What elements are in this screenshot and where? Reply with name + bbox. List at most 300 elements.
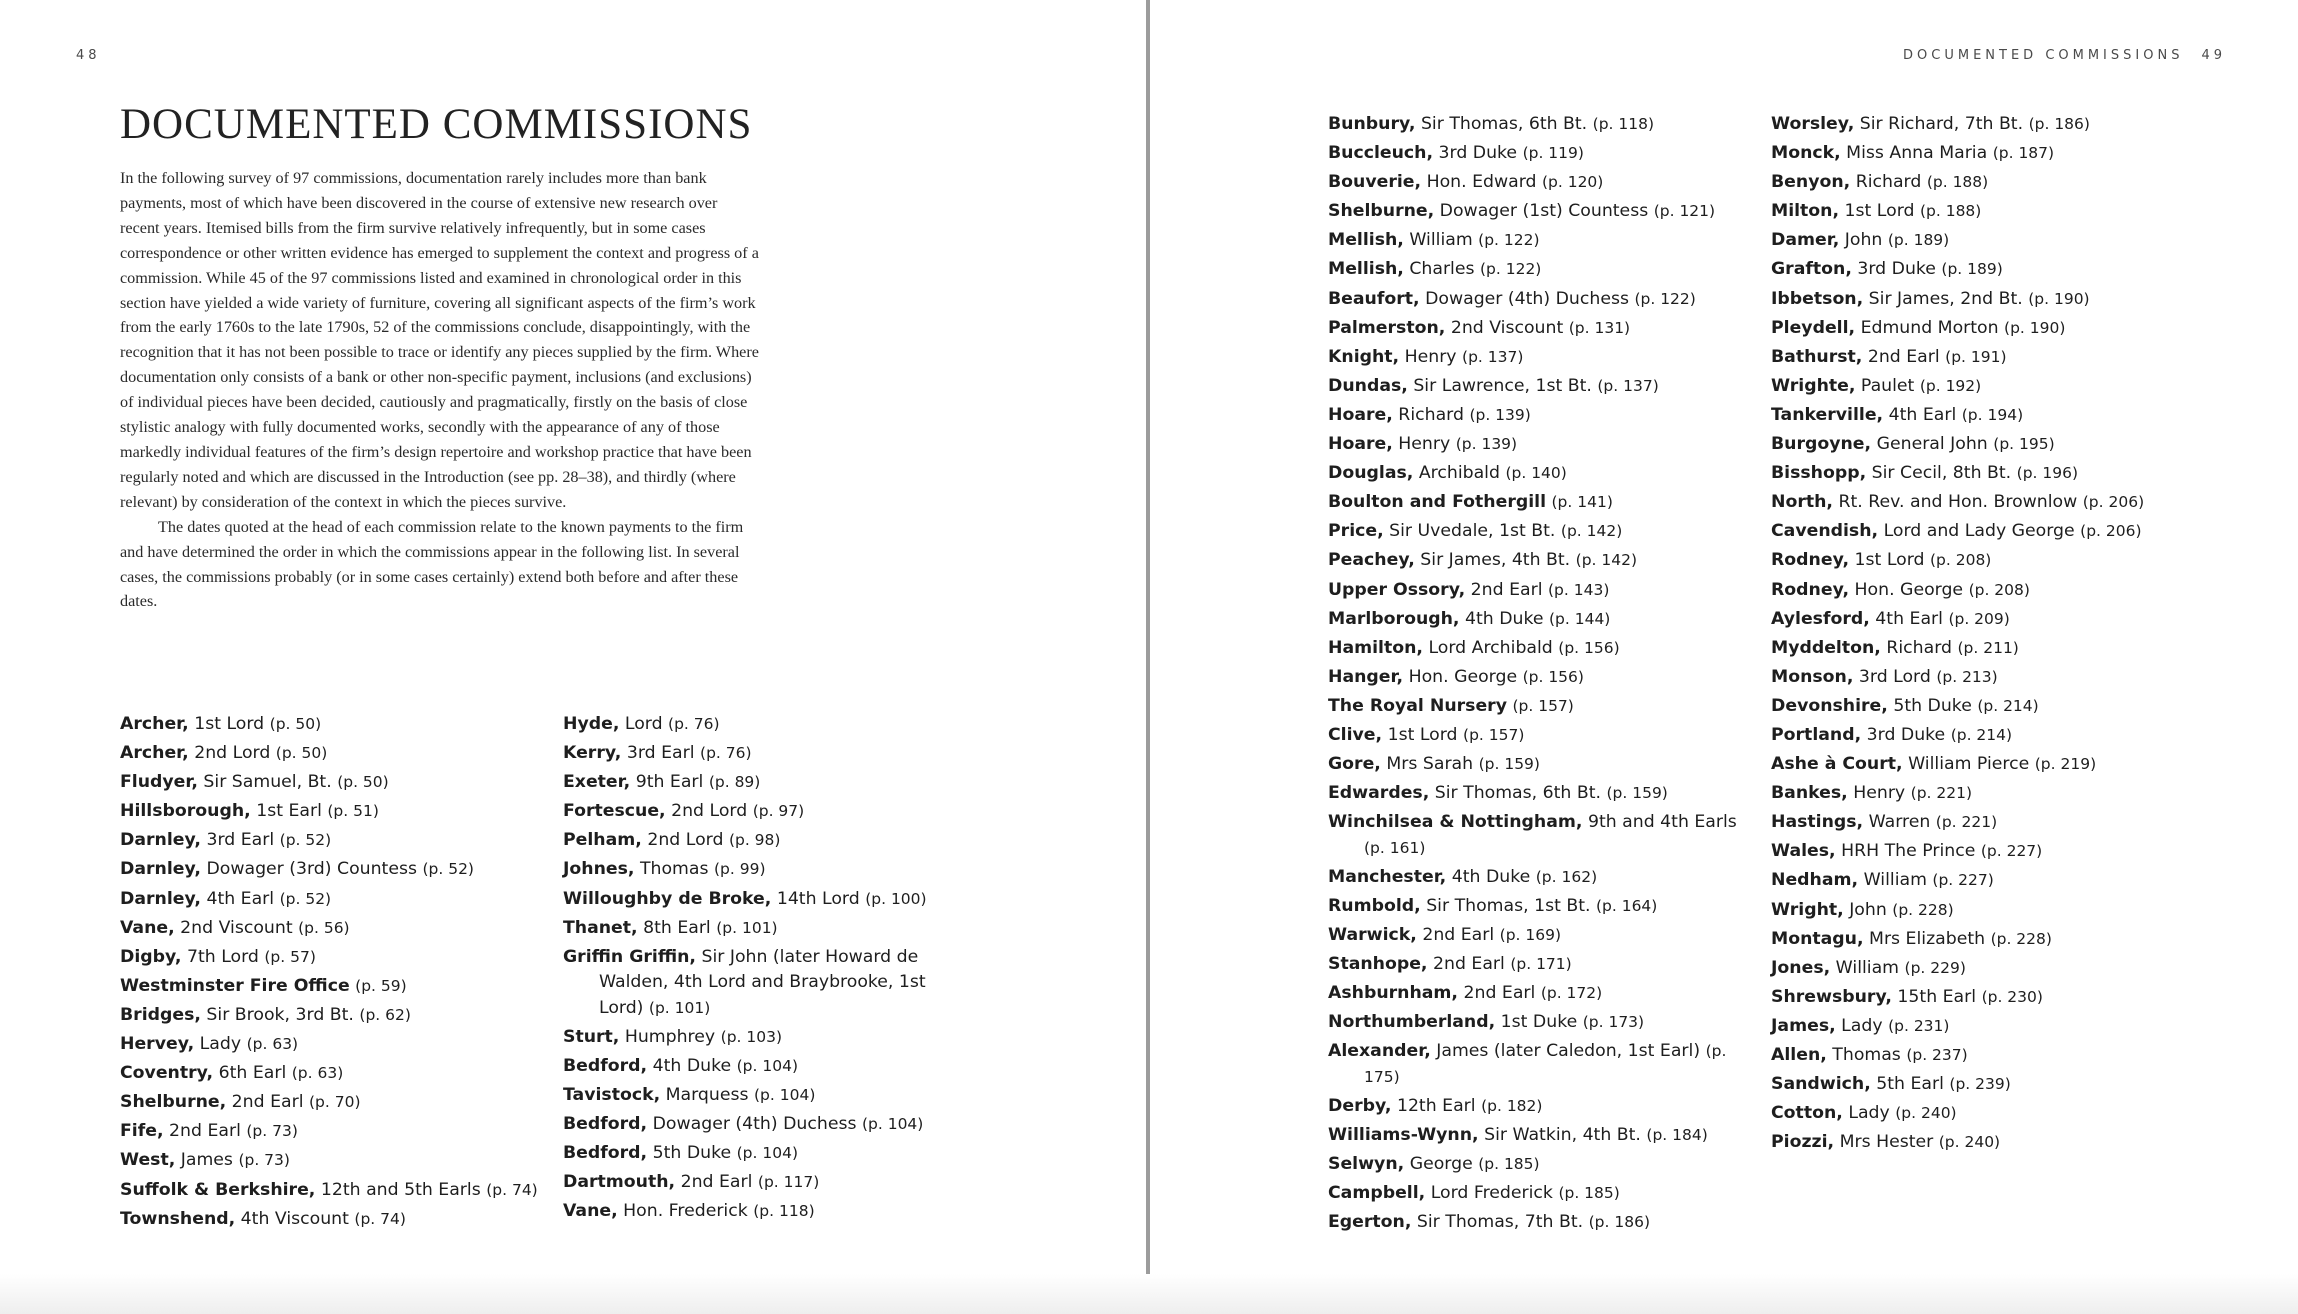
- commission-entry: [120, 887, 540, 913]
- commission-entry: [1771, 345, 2211, 371]
- commission-entry: [1328, 170, 1758, 196]
- patron-name: Vane,: [563, 1201, 618, 1222]
- patron-name: Bedford,: [563, 1055, 648, 1076]
- page-reference: (p. 74): [486, 1180, 538, 1199]
- patron-title: Lady: [1835, 1015, 1889, 1036]
- commission-entry: [1771, 1014, 2211, 1040]
- page-reference: (p. 195): [1993, 435, 2055, 454]
- page-reference: (p. 240): [1938, 1133, 2001, 1152]
- patron-name: Archer,: [120, 743, 189, 764]
- commission-entry: [1328, 257, 1758, 283]
- page-reference: (p. 131): [1568, 318, 1631, 337]
- patron-title: Henry: [1399, 346, 1463, 367]
- commission-entry: [1771, 316, 2211, 342]
- commission-entry: [1328, 607, 1758, 633]
- patron-title: Dowager (4th) Duchess: [1419, 288, 1635, 309]
- patron-title: Miss Anna Maria: [1840, 143, 1993, 164]
- commission-entry: [1771, 141, 2211, 167]
- commission-entry: [563, 887, 963, 913]
- page-reference: (p. 162): [1535, 867, 1598, 886]
- commission-entry: [1328, 810, 1758, 861]
- patron-title: Richard: [1850, 172, 1927, 193]
- commission-entry: [1771, 839, 2211, 865]
- page-reference: (p. 227): [1932, 871, 1994, 890]
- patron-name: Campbell,: [1328, 1183, 1426, 1204]
- commission-entry: [1771, 112, 2211, 138]
- patron-title: 3rd Duke: [1433, 143, 1523, 164]
- patron-name: Manchester,: [1328, 866, 1447, 887]
- patron-name: Vane,: [120, 917, 175, 938]
- page-reference: (p. 227): [1980, 842, 2043, 861]
- commission-entry: [1328, 287, 1758, 313]
- patron-name: Edwardes,: [1328, 783, 1430, 804]
- page-reference: (p. 159): [1478, 755, 1540, 774]
- patron-name: Kerry,: [563, 743, 622, 764]
- patron-title: 2nd Lord: [665, 801, 753, 822]
- commission-entry: [1771, 432, 2211, 458]
- patron-title: Sir Samuel, Bt.: [197, 772, 338, 793]
- patron-title: 3rd Duke: [1861, 724, 1951, 745]
- patron-title: 4th Earl: [200, 888, 280, 909]
- page-reference: (p. 208): [1929, 551, 1992, 570]
- patron-name: Shelburne,: [1328, 201, 1435, 222]
- patron-name: Thanet,: [563, 917, 638, 938]
- commission-entry: [1771, 694, 2211, 720]
- page-reference: (p. 173): [1582, 1013, 1645, 1032]
- page-reference: (p. 187): [1992, 144, 2055, 163]
- patron-name: Bunbury,: [1328, 114, 1416, 134]
- page-reference: (p. 121): [1653, 202, 1716, 221]
- page-reference: (p. 164): [1595, 896, 1658, 915]
- page-reference: (p. 240): [1895, 1104, 1957, 1123]
- commission-entry: [563, 1025, 963, 1051]
- commission-entry: [1328, 781, 1758, 807]
- page-reference: (p. 157): [1463, 725, 1525, 744]
- commission-entry: [120, 974, 540, 1000]
- commission-entry: [1328, 519, 1758, 545]
- page-reference: (p. 185): [1558, 1184, 1620, 1203]
- page-reference: (p. 230): [1981, 987, 2043, 1006]
- commission-entry: [1771, 199, 2211, 225]
- patron-title: Sir John (later Howard de Walden, 4th Lord and Braybrooke, 1st Lord): [599, 946, 926, 1018]
- patron-title: 2nd Viscount: [1445, 317, 1569, 338]
- patron-name: Hoare,: [1328, 434, 1393, 455]
- page-reference: (p. 57): [264, 947, 316, 966]
- patron-title: 1st Lord: [1382, 724, 1464, 745]
- patron-title: 2nd Earl: [1427, 954, 1511, 975]
- patron-title: Henry: [1847, 783, 1911, 804]
- patron-name: Portland,: [1771, 724, 1862, 745]
- patron-name: Hastings,: [1771, 812, 1864, 833]
- patron-name: Burgoyne,: [1771, 434, 1872, 455]
- patron-title: 2nd Lord: [641, 830, 729, 851]
- patron-title: Rt. Rev. and Hon. Brownlow: [1833, 492, 2083, 513]
- page-reference: (p. 144): [1548, 609, 1611, 628]
- patron-name: James,: [1771, 1015, 1836, 1036]
- patron-name: Peachey,: [1328, 550, 1415, 571]
- commission-entry: [1328, 228, 1758, 254]
- page-reference: (p. 122): [1478, 231, 1540, 250]
- patron-title: Sir Thomas, 7th Bt.: [1411, 1212, 1589, 1233]
- patron-name: Benyon,: [1771, 172, 1851, 193]
- patron-name: Mellish,: [1328, 230, 1404, 251]
- page-reference: (p. 140): [1505, 464, 1567, 483]
- commission-entry: [120, 1119, 540, 1145]
- page-reference: (p. 104): [861, 1115, 924, 1134]
- patron-name: Bathurst,: [1771, 346, 1863, 367]
- page-reference: (p. 156): [1558, 638, 1620, 657]
- patron-title: William: [1403, 230, 1479, 251]
- patron-title: 2nd Earl: [1862, 346, 1946, 367]
- commission-entry: [563, 945, 963, 1022]
- page-reference: (p. 104): [754, 1086, 816, 1105]
- patron-title: 2nd Earl: [1416, 925, 1500, 946]
- patron-name: Nedham,: [1771, 870, 1859, 891]
- patron-title: Lord and Lady George: [1878, 521, 2081, 542]
- page-reference: (p. 191): [1945, 347, 2007, 366]
- patron-title: Sir Cecil, 8th Bt.: [1866, 463, 2017, 484]
- patron-title: 6th Earl: [213, 1063, 292, 1084]
- commission-entry: [1328, 1094, 1758, 1120]
- page-reference: (p. 97): [752, 802, 805, 821]
- commission-entry: [1771, 636, 2211, 662]
- commission-entry: [1328, 865, 1758, 891]
- commission-entry: [1328, 1123, 1758, 1149]
- patron-name: Bedford,: [563, 1143, 648, 1164]
- commission-entry: [1771, 490, 2211, 516]
- patron-title: Sir James, 2nd Bt.: [1863, 288, 2029, 309]
- page-reference: (p. 196): [2016, 464, 2079, 483]
- patron-title: Hon. Frederick: [617, 1201, 754, 1222]
- page-reference: (p. 229): [1904, 958, 1966, 977]
- page-reference: (p. 161): [1364, 838, 1426, 857]
- patron-title: 2nd Earl: [163, 1121, 247, 1142]
- commission-entry: [120, 1090, 540, 1116]
- patron-name: Tavistock,: [563, 1085, 661, 1106]
- patron-name: Hamilton,: [1328, 637, 1423, 658]
- page-reference: (p. 76): [700, 744, 752, 763]
- commission-entry: [1328, 1152, 1758, 1178]
- patron-title: 5th Duke: [647, 1143, 737, 1164]
- commission-entry: [120, 799, 540, 825]
- patron-name: Marlborough,: [1328, 608, 1460, 629]
- commission-entry: [1328, 461, 1758, 487]
- patron-name: Darnley,: [120, 859, 201, 880]
- commission-entry: [563, 828, 963, 854]
- commission-entry: [120, 1032, 540, 1058]
- commission-entry: [1771, 461, 2211, 487]
- commission-entry: [120, 1207, 540, 1233]
- patron-name: North,: [1771, 492, 1833, 513]
- page-reference: (p. 101): [648, 998, 711, 1017]
- commission-entry: [1328, 374, 1758, 400]
- page-reference: (p. 172): [1540, 984, 1603, 1003]
- commission-entry: [1328, 981, 1758, 1007]
- page-reference: (p. 52): [279, 831, 332, 850]
- commission-entry: [1771, 868, 2211, 894]
- patron-name: Darnley,: [120, 830, 201, 851]
- patron-title: George: [1404, 1154, 1479, 1175]
- commission-entry: [1328, 490, 1758, 516]
- patron-title: Lord Frederick: [1425, 1183, 1559, 1204]
- patron-title: 1st Earl: [250, 801, 328, 822]
- page-reference: (p. 159): [1606, 784, 1668, 803]
- running-head-title: DOCUMENTED COMMISSIONS: [1903, 48, 2184, 63]
- page-reference: (p. 237): [1906, 1046, 1968, 1064]
- page-reference: (p. 56): [298, 918, 350, 937]
- patron-title: 4th Duke: [1459, 608, 1549, 629]
- patron-name: Wales,: [1771, 841, 1836, 862]
- commission-entry: [1328, 548, 1758, 574]
- patron-name: Digby,: [120, 946, 182, 967]
- commission-entry: [1328, 199, 1758, 225]
- patron-title: 1st Lord: [1839, 201, 1920, 222]
- page-reference: (p. 190): [2004, 318, 2066, 337]
- commission-list-column-2: [563, 712, 963, 1229]
- intro-paragraph: In the following survey of 97 commissions, documentation rarely includes more than bank payments, most of which have been discovered in the course of extensive new research over recent years. Itemised bills from the firm survive relatively infrequently, but in some cases correspondence or other written evidence has emerged to supplement the context and progress of a commission. While 45 of the 97 commissions listed and examined in chronological order in this section have yielded a wide variety of furniture, covering all significant aspects of the firm’s work from the early 1760s to the late 1790s, 52 of the commissions conclude, disappointingly, with the recognition that it has not been possible to trace or identify any pieces supplied by the firm. Where documentation only consists of a bank or other non-specific payment, inclusions (and exclusions) of individual pieces have been decided, cautiously and pragmatically, firstly on the basis of close stylistic analogy with fully documented works, secondly with the appearance of any of those markedly individual features of the firm’s design repertoire and workshop practice that have been regularly noted and which are discussed in the Introduction (see pp. 28–38), and thirdly (where relevant) by consideration of the context in which the pieces survive.: [120, 169, 759, 511]
- commission-entry: [120, 916, 540, 942]
- commission-entry: [563, 741, 963, 767]
- patron-title: Edmund Morton: [1855, 317, 2005, 338]
- patron-title: 4th Earl: [1883, 404, 1962, 425]
- commission-entry: [120, 828, 540, 854]
- commission-entry: [563, 1141, 963, 1167]
- patron-name: Alexander,: [1328, 1041, 1431, 1062]
- commission-entry: [1771, 578, 2211, 604]
- page-reference: (p. 175): [1364, 1042, 1727, 1086]
- patron-title: 2nd Earl: [1465, 579, 1548, 600]
- patron-title: Sir Brook, 3rd Bt.: [200, 1004, 360, 1025]
- patron-title: 4th Duke: [1446, 866, 1536, 887]
- page-reference: (p. 182): [1481, 1097, 1543, 1115]
- patron-title: James: [175, 1150, 239, 1171]
- page-reference: (p. 101): [716, 918, 778, 937]
- page-reference: (p. 120): [1541, 173, 1604, 192]
- patron-title: Lord Archibald: [1422, 637, 1559, 658]
- patron-name: Ibbetson,: [1771, 288, 1864, 309]
- patron-title: Mrs Elizabeth: [1863, 928, 1991, 949]
- commission-entry: [1328, 636, 1758, 662]
- patron-name: Douglas,: [1328, 463, 1414, 484]
- page-reference: (p. 228): [1990, 929, 2052, 948]
- commission-entry: [1771, 1130, 2211, 1156]
- page-reference: (p. 214): [1950, 725, 2013, 744]
- patron-title: 2nd Lord: [188, 743, 276, 764]
- patron-name: Rodney,: [1771, 550, 1850, 571]
- page-reference: (p. 62): [359, 1005, 411, 1024]
- page-reference: (p. 99): [713, 860, 766, 879]
- page-reference: (p. 118): [1592, 115, 1655, 133]
- patron-name: Myddelton,: [1771, 637, 1881, 658]
- commission-entry: [1771, 956, 2211, 982]
- patron-title: 3rd Earl: [200, 830, 280, 851]
- page-reference: (p. 104): [736, 1056, 798, 1075]
- page-reference: (p. 208): [1968, 580, 2030, 599]
- patron-name: Piozzi,: [1771, 1132, 1835, 1153]
- left-page: [0, 0, 1146, 1314]
- page-reference: (p. 239): [1949, 1075, 2011, 1094]
- page-reference: (p. 139): [1455, 435, 1518, 454]
- commission-entry: [563, 799, 963, 825]
- page-reference: (p. 142): [1560, 522, 1623, 541]
- page-reference: (p. 139): [1469, 405, 1531, 424]
- patron-name: Wrighte,: [1771, 375, 1856, 396]
- commission-entry: [563, 916, 963, 942]
- patron-title: Hon. Edward: [1421, 172, 1542, 193]
- commission-entry: [1771, 374, 2211, 400]
- patron-title: Sir Lawrence, 1st Bt.: [1407, 375, 1598, 396]
- patron-name: Jones,: [1771, 957, 1831, 978]
- patron-name: Aylesford,: [1771, 608, 1870, 629]
- patron-name: Bankes,: [1771, 783, 1848, 804]
- patron-name: West,: [120, 1150, 176, 1171]
- patron-title: Hon. George: [1403, 666, 1523, 687]
- commission-entry: [1771, 1043, 2211, 1069]
- page-reference: (p. 73): [238, 1151, 290, 1170]
- commission-entry: [120, 857, 540, 883]
- commission-entry: [1328, 1181, 1758, 1207]
- commission-entry: [120, 945, 540, 971]
- commission-entry: [1771, 1072, 2211, 1098]
- patron-name: Pelham,: [563, 830, 642, 851]
- patron-title: 4th Earl: [1869, 608, 1949, 629]
- page-reference: (p. 231): [1888, 1016, 1950, 1035]
- patron-title: Thomas: [634, 859, 714, 880]
- page-reference: (p. 214): [1977, 696, 2039, 715]
- patron-name: Hervey,: [120, 1034, 195, 1055]
- page-reference: (p. 50): [269, 715, 322, 733]
- patron-name: Worsley,: [1771, 114, 1855, 134]
- patron-name: Grafton,: [1771, 259, 1852, 280]
- commission-entry: [1771, 810, 2211, 836]
- patron-name: Exeter,: [563, 772, 631, 793]
- patron-title: Richard: [1392, 404, 1470, 425]
- patron-name: Montagu,: [1771, 928, 1864, 949]
- patron-name: Bisshopp,: [1771, 463, 1867, 484]
- page-reference: (p. 192): [1919, 376, 1982, 395]
- patron-name: Rodney,: [1771, 579, 1850, 600]
- page-reference: (p. 89): [708, 773, 761, 792]
- page-number-right: 49: [2201, 48, 2226, 63]
- patron-name: Buccleuch,: [1328, 143, 1434, 164]
- patron-name: Beaufort,: [1328, 288, 1420, 309]
- page-reference: (p. 104): [736, 1144, 798, 1163]
- commission-entry: [1328, 665, 1758, 691]
- patron-title: Sir James, 4th Bt.: [1414, 550, 1576, 571]
- patron-title: Sir Uvedale, 1st Bt.: [1383, 521, 1561, 542]
- patron-name: Egerton,: [1328, 1212, 1412, 1233]
- patron-title: Archibald: [1413, 463, 1506, 484]
- page-reference: (p. 189): [1941, 260, 2003, 279]
- page-reference: (p. 206): [2082, 493, 2145, 512]
- patron-name: Dartmouth,: [563, 1172, 676, 1193]
- patron-name: Shrewsbury,: [1771, 986, 1892, 1007]
- patron-title: 1st Lord: [188, 714, 270, 734]
- page-reference: (p. 211): [1957, 638, 2019, 657]
- commission-entry: [1328, 578, 1758, 604]
- commission-entry: [120, 770, 540, 796]
- patron-name: Hanger,: [1328, 666, 1404, 687]
- patron-name: Devonshire,: [1771, 695, 1888, 716]
- page-reference: (p. 221): [1910, 784, 1973, 803]
- page-reference: (p. 63): [246, 1035, 299, 1054]
- patron-title: Thomas: [1826, 1045, 1907, 1065]
- patron-name: Tankerville,: [1771, 404, 1884, 425]
- patron-title: Dowager (4th) Duchess: [647, 1114, 862, 1135]
- patron-title: Lady: [1842, 1103, 1896, 1124]
- patron-title: 4th Viscount: [235, 1208, 355, 1229]
- patron-title: 9th and 4th Earls: [1582, 812, 1737, 833]
- patron-name: Willoughby de Broke,: [563, 888, 772, 909]
- patron-name: Wright,: [1771, 899, 1844, 920]
- patron-name: Suffolk & Berkshire,: [120, 1179, 316, 1200]
- page-reference: (p. 50): [275, 744, 328, 763]
- page-reference: (p. 117): [757, 1173, 820, 1192]
- patron-title: 9th Earl: [630, 772, 709, 793]
- patron-title: 2nd Earl: [226, 1092, 309, 1113]
- patron-name: Fife,: [120, 1121, 164, 1142]
- page-reference: (p. 190): [2028, 289, 2090, 308]
- commission-entry: [1328, 112, 1758, 138]
- intro-text: [120, 166, 760, 614]
- patron-title: 2nd Earl: [675, 1172, 758, 1193]
- page-reference: (p. 219): [2034, 755, 2097, 774]
- commission-entry: [563, 857, 963, 883]
- patron-name: Cotton,: [1771, 1103, 1843, 1124]
- patron-title: 3rd Duke: [1851, 259, 1942, 280]
- patron-title: HRH The Prince: [1835, 841, 1981, 862]
- patron-title: Sir Richard, 7th Bt.: [1854, 114, 2029, 134]
- patron-name: Rumbold,: [1328, 895, 1421, 916]
- commission-entry: [563, 1083, 963, 1109]
- commission-entry: [1328, 1039, 1758, 1090]
- patron-name: Winchilsea & Nottingham,: [1328, 812, 1583, 833]
- patron-name: Mellish,: [1328, 259, 1404, 280]
- commission-entry: [1328, 432, 1758, 458]
- page-reference: (p. 184): [1646, 1126, 1708, 1145]
- patron-name: Coventry,: [120, 1063, 214, 1084]
- patron-name: Monck,: [1771, 143, 1841, 164]
- patron-title: John: [1843, 899, 1893, 920]
- commission-entry: [1328, 752, 1758, 778]
- patron-title: Sir Watkin, 4th Bt.: [1478, 1125, 1647, 1146]
- page-title: DOCUMENTED COMMISSIONS: [120, 101, 753, 148]
- patron-title: Richard: [1880, 637, 1958, 658]
- page-reference: (p. 73): [246, 1122, 298, 1141]
- commission-entry: [1771, 287, 2211, 313]
- commission-entry: [1771, 985, 2211, 1011]
- patron-title: 15th Earl: [1891, 986, 1982, 1007]
- patron-name: Derby,: [1328, 1096, 1392, 1116]
- patron-title: Sir Thomas, 6th Bt.: [1429, 783, 1607, 804]
- page-reference: (p. 141): [1551, 493, 1613, 512]
- patron-name: Archer,: [120, 714, 189, 734]
- patron-title: 12th and 5th Earls: [315, 1179, 487, 1200]
- patron-title: Lord: [619, 714, 669, 734]
- commission-entry: [1771, 898, 2211, 924]
- patron-name: Northumberland,: [1328, 1012, 1496, 1033]
- patron-name: Cavendish,: [1771, 521, 1879, 542]
- commission-entry: [1771, 927, 2211, 953]
- patron-name: Selwyn,: [1328, 1154, 1405, 1175]
- commission-entry: [1771, 1101, 2211, 1127]
- page-reference: (p. 100): [865, 889, 927, 908]
- patron-name: Sturt,: [563, 1026, 620, 1047]
- commission-entry: [1771, 228, 2211, 254]
- commission-entry: [1328, 345, 1758, 371]
- intro-paragraph: The dates quoted at the head of each commission relate to the known payments to the firm and have determined the order in which the commissions appear in the following list. In several cases, the commissions probably (or in some cases certainly) extend both before and after these dates.: [120, 517, 744, 611]
- patron-title: Mrs Hester: [1834, 1132, 1939, 1153]
